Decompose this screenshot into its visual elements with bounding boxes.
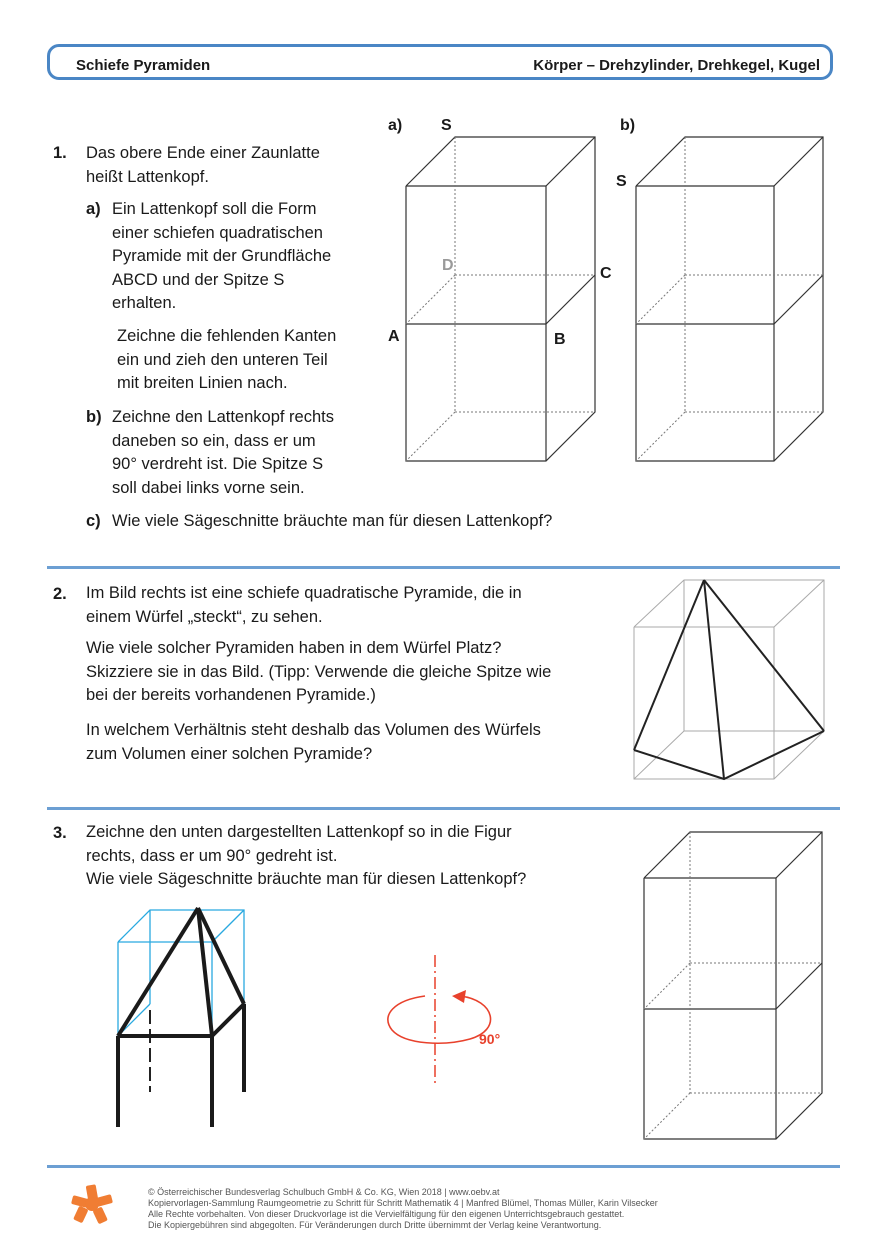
footer-line: Kopiervorlagen-Sammlung Raumgeometrie zu Schritt für Schritt Mathematik 4 | Manfred Blümel, Thomas Müller, Karin Vilsecker [148,1198,658,1208]
text-line: Zeichne den Lattenkopf rechts [112,408,334,426]
task1-c-text: Wie viele Sägeschnitte bräuchte man für diesen Lattenkopf? [112,512,553,530]
footer-line: Alle Rechte vorbehalten. Von dieser Druckvorlage ist die Vervielfältigung für den eigenen Unterrichtsgebrauch gestattet. [148,1209,625,1219]
text-line: Im Bild rechts ist eine schiefe quadratische Pyramide, die in [86,584,522,602]
rotation-label: 90° [479,1031,501,1047]
text-line: ein und zieh den unteren Teil [117,350,328,369]
task1-number: 1. [53,144,67,162]
text-line: einer schiefen quadratischen [112,223,323,242]
text-line: Wie viele Sägeschnitte bräuchte man für diesen Lattenkopf? [86,870,527,888]
text-line: Zeichne den unten dargestellten Lattenkopf so in die Figur [86,823,512,841]
text-line: soll dabei links vorne sein. [112,478,305,497]
text-line: ABCD und der Spitze S [112,270,285,289]
header-right-title: Körper – Drehzylinder, Drehkegel, Kugel [533,57,820,74]
edge [776,963,822,1009]
hidden-edge [644,1093,690,1139]
footer [148,1187,658,1231]
text-line: einem Würfel „steckt“, zu sehen. [86,607,323,626]
text-line: heißt Lattenkopf. [86,167,209,186]
header-left-title: Schiefe Pyramiden [76,57,211,74]
figure-a-label-B: B [554,331,566,348]
task1-b-label: b) [86,408,102,426]
figure-b-tag: b) [620,117,636,134]
text-line: Ein Lattenkopf soll die Form [112,200,317,218]
text-line: Pyramide mit der Grundfläche [112,247,332,265]
text-line: rechts, dass er um 90° gedreht ist. [86,846,338,865]
figure-a-label-C: C [600,265,612,282]
text-line: Zeichne die fehlenden Kanten [117,327,337,345]
text-line: mit breiten Linien nach. [117,374,288,392]
task1-a-label: a) [86,200,101,218]
figure-a-label-D: D [442,257,454,274]
figure-a-label-S: S [441,117,452,134]
text-line: bei der bereits vorhandenen Pyramide.) [86,686,376,704]
text-line: In welchem Verhältnis steht deshalb das Volumen des Würfels [86,721,541,739]
text-line: Wie viele solcher Pyramiden haben in dem Würfel Platz? [86,639,502,657]
hidden-edge [644,963,690,1009]
footer-line: © Österreichischer Bundesverlag Schulbuch GmbH & Co. KG, Wien 2018 | www.oebv.at [148,1187,500,1197]
task3-number: 3. [53,824,67,842]
text-line: zum Volumen einer solchen Pyramide? [86,744,373,763]
figure-b-label-S: S [616,173,627,190]
text-line: daneben so ein, dass er um [112,431,316,450]
text-line: Skizziere sie in das Bild. (Tipp: Verwende die gleiche Spitze wie [86,662,552,681]
text-line: Das obere Ende einer Zaunlatte [86,144,320,162]
text-line: erhalten. [112,294,177,312]
text-line: 90° verdreht ist. Die Spitze S [112,455,324,473]
publisher-logo-icon [70,1183,114,1225]
divider [47,1165,840,1168]
footer-line: Die Kopiergebühren sind abgegolten. Für Veränderungen durch Dritte übernimmt der Verlag keine Verantwortung. [148,1220,602,1230]
figure-a-label-A: A [388,328,400,345]
figure-a-tag: a) [388,117,403,134]
edge [776,832,822,878]
task1-c-label: c) [86,512,101,530]
task2-number: 2. [53,585,67,603]
